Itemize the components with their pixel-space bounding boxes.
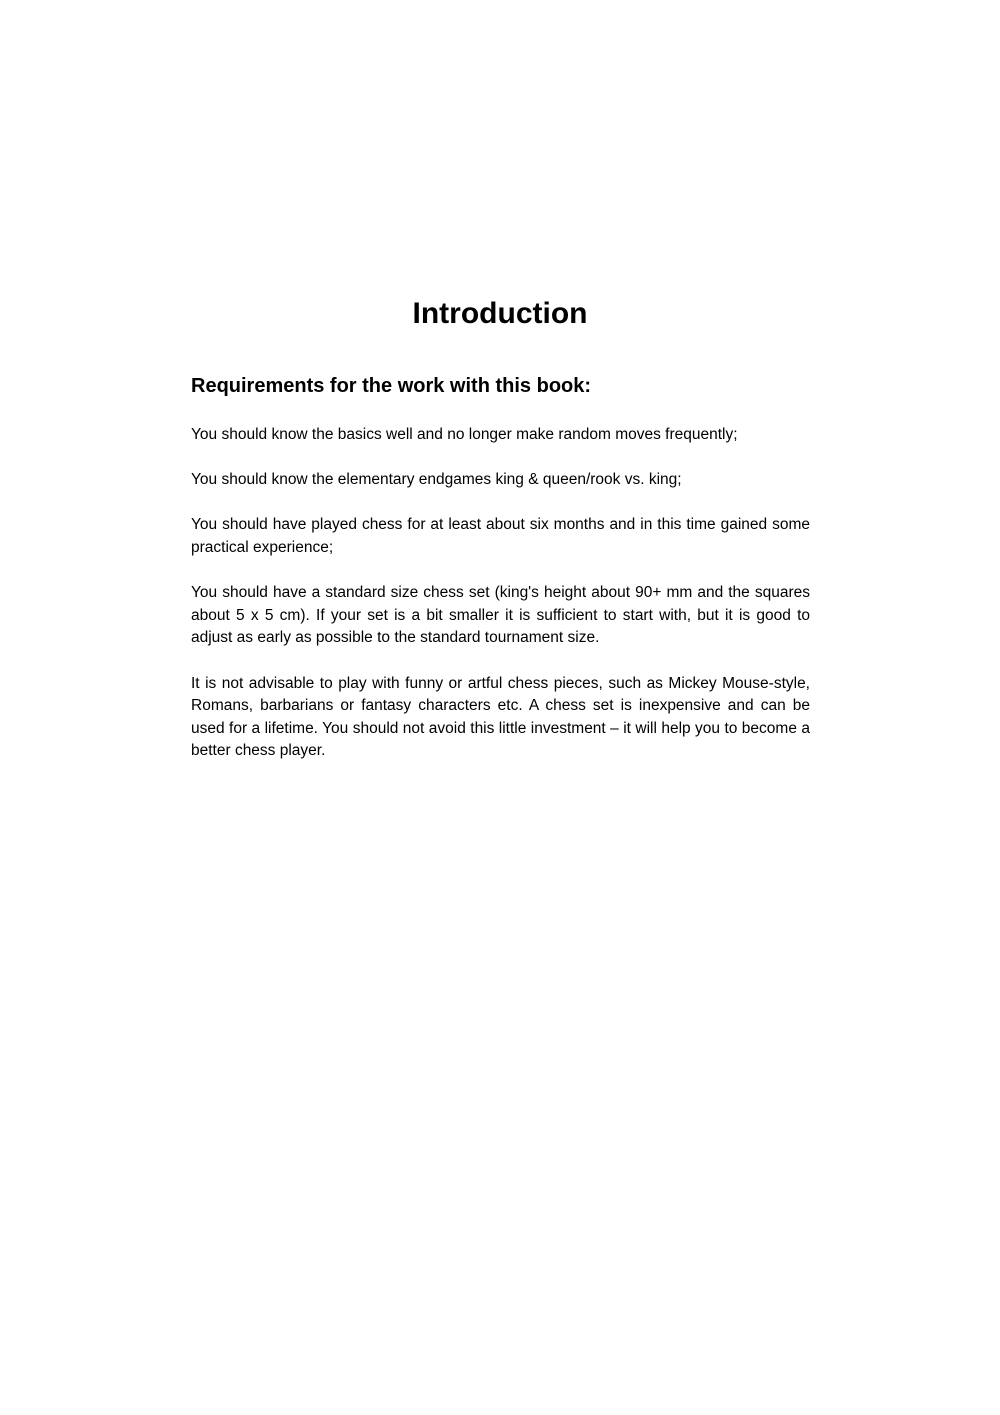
paragraph-pieces: It is not advisable to play with funny or artful chess pieces, such as Mickey Mouse-style, Romans, barbarians or fantasy characters etc. A chess set is inexpensive and can be used for a lifetime. You should not avoid this little investment – it will help you to become a better chess player. bbox=[191, 674, 810, 760]
section-heading: Requirements for the work with this book: bbox=[191, 375, 592, 397]
body-content bbox=[191, 372, 810, 786]
page-title: Introduction bbox=[412, 297, 588, 330]
paragraph-basics: You should know the basics well and no longer make random moves frequently; bbox=[191, 426, 738, 443]
paragraph-experience: You should have played chess for at least about six months and in this time gained some practical experience; bbox=[191, 516, 810, 556]
paragraph-endgames: You should know the elementary endgames king & queen/rook vs. king; bbox=[191, 471, 682, 489]
paragraph-chess-set: You should have a standard size chess set (king's height about 90+ mm and the squares about 5 x 5 cm). If your set is a bit smaller it is sufficient to start with, but it is good to adjust as early as possible to the standard tournament size. bbox=[191, 584, 810, 647]
